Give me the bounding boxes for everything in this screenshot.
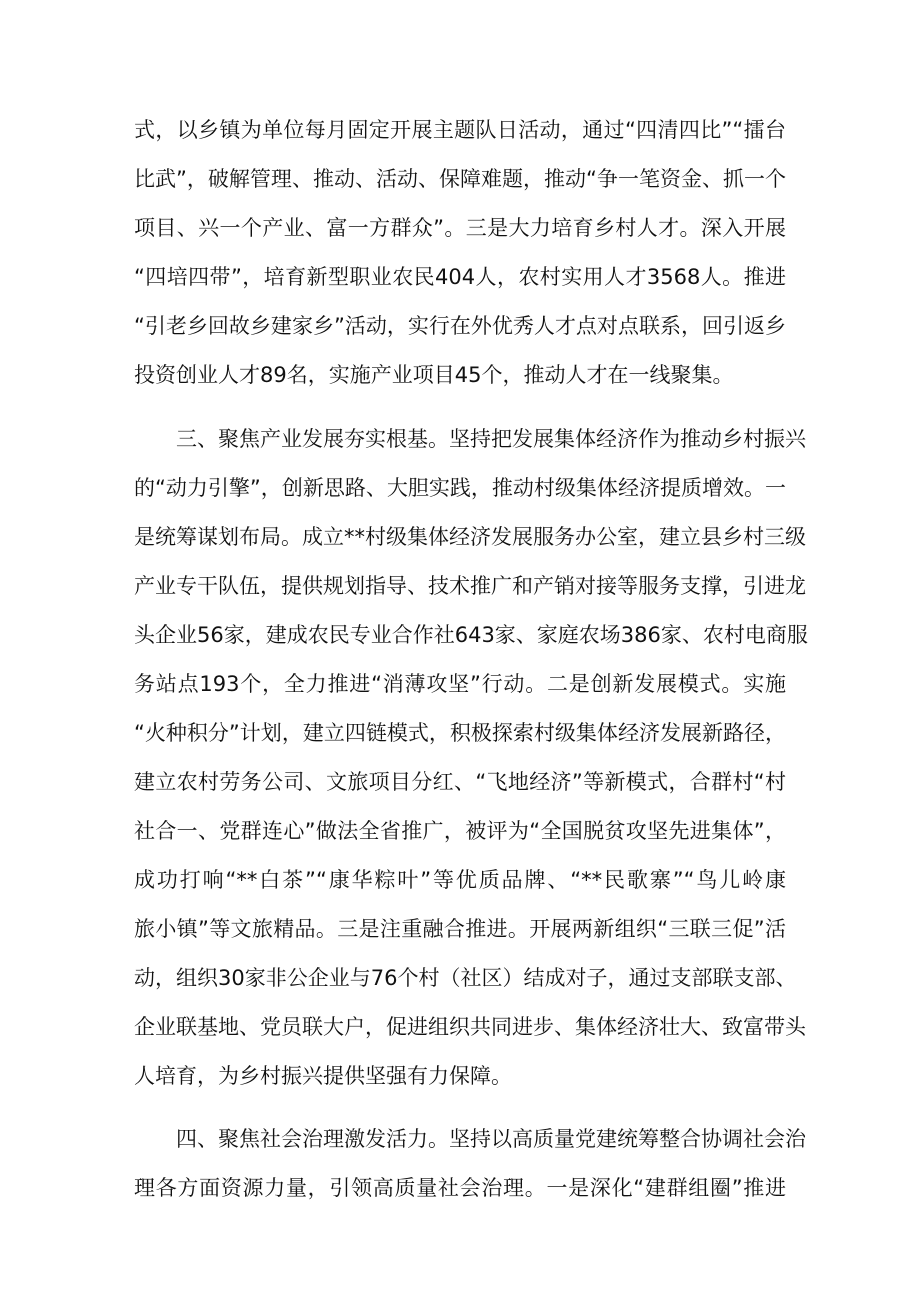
text-line: 旅小镇”等文旅精品。三是注重融合推进。开展两新组织“三联三促”活	[134, 917, 786, 941]
text-line: 人培育，为乡村振兴提供坚强有力保障。	[134, 1064, 512, 1088]
text-line: 式，以乡镇为单位每月固定开展主题队日活动，通过“四清四比”“擂台	[134, 118, 786, 142]
text-line: “引老乡回故乡建家乡”活动，实行在外优秀人才点对点联系，回引返乡	[134, 314, 786, 338]
text-line: “火种积分”计划，建立四链模式，积极探索村级集体经济发展新路径，	[134, 721, 786, 745]
text-line: 头企业56家，建成农民专业合作社643家、家庭农场386家、农村电商服	[134, 623, 808, 647]
text-line: “四培四带”，培育新型职业农民404人，农村实用人才3568人。推进	[134, 265, 786, 289]
section-heading-line: 三、聚焦产业发展夯实根基。坚持把发展集体经济作为推动乡村振兴	[176, 427, 806, 451]
text-line: 是统筹谋划布局。成立**村级集体经济发展服务办公室，建立县乡村三级	[134, 525, 806, 549]
text-line: 理各方面资源力量，引领高质量社会治理。一是深化“建群组圈”推进	[134, 1176, 786, 1200]
text-line: 动，组织30家非公企业与76个村（社区）结成对子，通过支部联支部、	[134, 966, 797, 990]
text-line: 建立农村劳务公司、文旅项目分红、“飞地经济”等新模式，合群村“村	[134, 770, 786, 794]
text-line: 社合一、党群连心”做法全省推广，被评为“全国脱贫攻坚先进集体”，	[134, 819, 786, 843]
section-heading-line: 四、聚焦社会治理激发活力。坚持以高质量党建统筹整合协调社会治	[176, 1127, 806, 1151]
text-line: 产业专干队伍，提供规划指导、技术推广和产销对接等服务支撑，引进龙	[134, 574, 806, 598]
text-line: 项目、兴一个产业、富一方群众”。三是大力培育乡村人才。深入开展	[134, 216, 786, 240]
text-line: 务站点193个，全力推进“消薄攻坚”行动。二是创新发展模式。实施	[134, 672, 786, 696]
text-line: 比武”，破解管理、推动、活动、保障难题，推动“争一笔资金、抓一个	[134, 167, 786, 191]
text-line: 企业联基地、党员联大户，促进组织共同进步、集体经济壮大、致富带头	[134, 1015, 806, 1039]
text-line: 成功打响“**白茶”“康华粽叶”等优质品牌、“**民歌寨”“鸟儿岭康	[134, 868, 786, 892]
text-line: 的“动力引擎”，创新思路、大胆实践，推动村级集体经济提质增效。一	[134, 476, 786, 500]
text-line: 投资创业人才89名，实施产业项目45个，推动人才在一线聚集。	[134, 363, 734, 387]
